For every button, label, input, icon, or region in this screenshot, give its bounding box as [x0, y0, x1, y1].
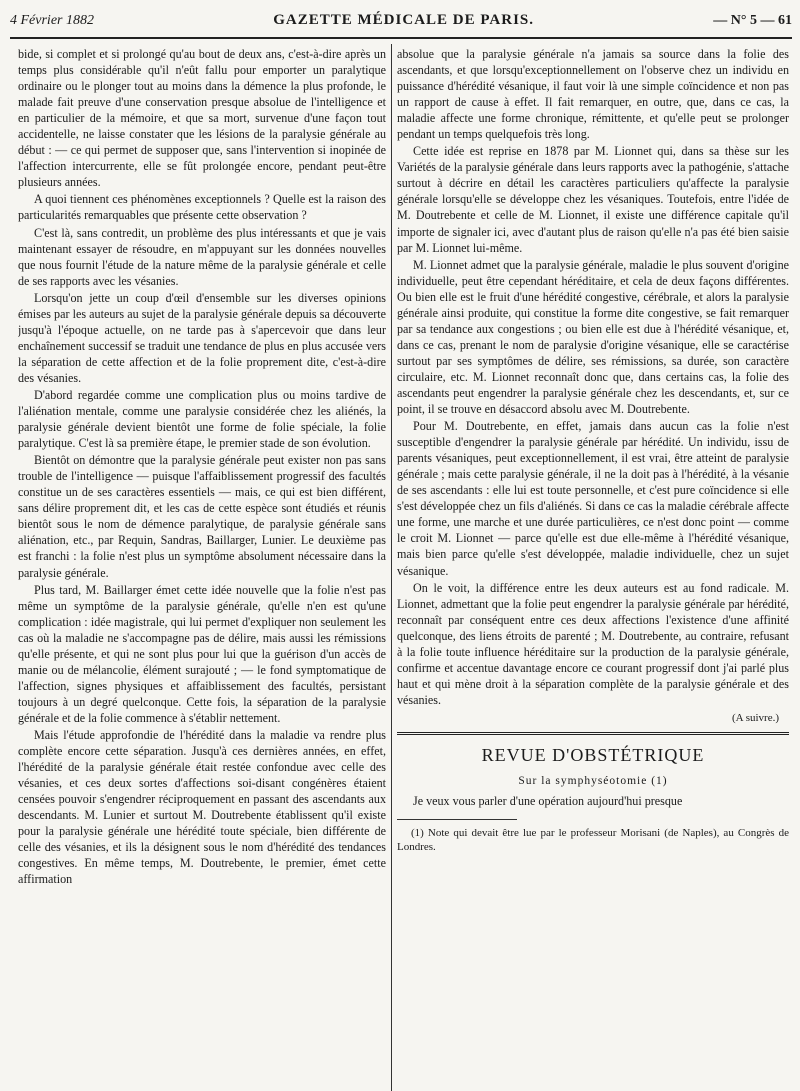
paragraph: Bientôt on démontre que la paralysie générale peut exister non pas sans trouble de l'intelligence — puisque l'affaiblissement progressif des facultés constitue un de ses caractères essentiels — mais, ce qui est bien différent, sans délire proprement dit, et les cas de cette espèce sont étudiés et réunis bientôt sous le nom de démence paralytique, de paralysie générale sans aliénation, etc., par Requin, Sandras, Baillarger, Lunier. Le deuxième pas est franchi : la folie n'est plus un symptôme absolument nécessaire dans la paralysie générale. — [18, 453, 386, 580]
paragraph: Lorsqu'on jette un coup d'œil d'ensemble sur les diverses opinions émises par les auteurs au sujet de la paralysie générale depuis sa découverte jusqu'à l'époque actuelle, on ne tarde pas à s'apercevoir que dans leur enchaînement successif se traduit une tendance de plus en plus accusée vers la séparation de cette affection et de la folie proprement dite, c'est-à-dire des vésanies. — [18, 290, 386, 385]
section-first-line: Je veux vous parler d'une opération aujourd'hui presque — [413, 794, 683, 809]
journal-title: GAZETTE MÉDICALE DE PARIS. — [273, 12, 535, 28]
to-be-continued: (A suivre.) — [731, 711, 779, 724]
paragraph: Pour M. Doutrebente, en effet, jamais dans aucun cas la folie n'est susceptible d'engendrer la paralysie générale par hérédité. Un individu, issu de parents vésaniques, peut exceptionnellement, il est vrai, être atteint de paralysie générale ; mais cette paralysie générale, il ne la doit pas à l'hérédité, à la vésanie de ses ascendants : elle lui est toute personnelle, et c'est pure coïncidence si elle s'est développée chez un fils d'aliénés. Si dans ce cas la maladie cérébrale affecte une forme, une marche et une durée particulières, ce n'est donc point — comme le croit M. Lionnet — parce qu'elle est due elle-même à l'hérédité vésanique, mais bien parce qu'elle s'est développée, maladie individuelle, chez un sujet vésanique. — [397, 419, 789, 578]
paragraph: A quoi tiennent ces phénomènes exceptionnels ? Quelle est la raison des particularités remarquables que présente cette observation ? — [18, 192, 386, 223]
paragraph: Cette idée est reprise en 1878 par M. Lionnet qui, dans sa thèse sur les Variétés de la paralysie générale dans leurs rapports avec la pathogénie, s'attache surtout à décrire en détail les caractères particuliers qu'affecte la paralysie générale lorsqu'elle se développe chez les vésaniques. Toutefois, entre l'idée de M. Doutrebente et celle de M. Lionnet, il existe une différence capitale qu'il importe de signaler ici, avec d'autant plus de raison qu'elle n'a pas été bien saisie par M. Lionnet lui-même. — [397, 144, 789, 255]
footnote: (1) Note qui devait être lue par le professeur Morisani (de Naples), au Congrès de Londres. — [397, 827, 789, 854]
page-header — [10, 12, 792, 39]
column-divider — [391, 44, 392, 1091]
issue-number: — N° 5 — 61 — [713, 13, 792, 28]
right-column — [397, 46, 789, 1087]
paragraph: bide, si complet et si prolongé qu'au bout de deux ans, c'est-à-dire après un temps plus considérable qu'il n'eût fallu pour emporter un paralytique ordinaire ou le plonger tout au moins dans la démence la plus profonde, le malade fait preuve d'une conservation presque absolue de l'intelligence et en particulier de la mémoire, et que sa mort, survenue d'une façon tout accidentelle, ne laisse constater que les lésions de la paralysie générale au début : — ce qui permet de supposer que, sans l'intervention si inopinée de l'affection intercurrente, elle se fût prolongée encore, pendant peut-être plusieurs années. — [18, 47, 386, 190]
paragraph: absolue que la paralysie générale n'a jamais sa source dans la folie des ascendants, et que lorsqu'exceptionnellement on l'observe chez un individu en puissance d'hérédité vésanique, il faut voir là une simple coïncidence et non pas un rapport de cause à effet. Il fait remarquer, en outre, que, dans ce cas, la maladie affecte une forme chronique, rémittente, et qu'elle peut se prolonger pendant un temps quelquefois très long. — [397, 47, 789, 142]
paragraph: D'abord regardée comme une complication plus ou moins tardive de l'aliénation mentale, comme une paralysie considérée chez les aliénés, la paralysie générale devient bientôt une forme de folie spéciale, la folie paralytique. C'est là sa première étape, le premier stade de son évolution. — [18, 387, 386, 451]
section-divider — [397, 732, 789, 735]
issue-date: 4 Février 1882 — [10, 13, 94, 28]
paragraph: M. Lionnet admet que la paralysie générale, maladie le plus souvent d'origine individuelle, peut être cependant héréditaire, et cela de deux façons différentes. Ou bien elle est le fruit d'une hérédité congestive, cérébrale, et alors la paralysie générale ainsi produite, qui constitue la forme dite congestive, se fait remarquer par sa tendance aux congestions ; ou bien elle est due à l'hérédité vésanique, et, dans ce cas, prenant le nom de paralysie d'origine vésanique, elle se caractérise surtout par ses symptômes de délire, ses rémissions, sa durée, son caractère circulaire, etc. M. Lionnet reconnaît donc que, dans certains cas, la folie des ascendants peut engendrer la paralysie générale chez les descendants, et, sur ce point, il se trouve en désaccord absolu avec M. Doutrebente. — [397, 257, 789, 417]
section-subtitle: Sur la symphyséotomie (1) — [518, 775, 668, 788]
footnote-rule — [397, 819, 517, 820]
left-column — [18, 46, 386, 1087]
paragraph: On le voit, la différence entre les deux auteurs est au fond radicale. M. Lionnet, admettant que la folie peut engendrer la paralysie générale par hérédité, reconnaît par conséquent entre ces deux affections l'existence d'une affinité quelconque, des liens étroits de parenté ; M. Doutrebente, au contraire, refusant à la folie toute influence héréditaire sur la production de la paralysie générale, confirme et accentue davantage encore ce courant progressif dont j'ai parlé plus haut et qui mène droit à la séparation complète de la paralysie générale et des vésanies. — [397, 580, 789, 707]
paragraph: C'est là, sans contredit, un problème des plus intéressants et que je vais maintenant essayer de résoudre, en m'appuyant sur les données nouvelles que nous fournit l'étude de la nature même de la paralysie générale et celle de ses rapports avec les vésanies. — [18, 225, 386, 288]
paragraph: Plus tard, M. Baillarger émet cette idée nouvelle que la folie n'est pas même un symptôme de la paralysie générale, qu'elle n'en est qu'une complication : idée magistrale, qui lui permet d'expliquer non seulement les cas où la maladie ne s'accompagne pas de délire, mais aussi les rémissions qu'elle présente, et qui ne sont plus pour lui que la guérison d'un accès de manie ou de mélancolie, élément surajouté ; — le fond symptomatique de l'affection, signes physiques et affaiblissement des facultés, persistant toujours à un degré quelconque. Cette fois, la séparation de la paralysie générale et de la folie commence à s'établir nettement. — [18, 582, 386, 725]
paragraph: Mais l'étude approfondie de l'hérédité dans la maladie va rendre plus complète encore cette séparation. Jusqu'à ces dernières années, en effet, l'hérédité de la paralysie générale était restée confondue avec celle des vésanies, et ces deux sortes d'affections soi-disant congénères étaient censées pouvoir s'engendrer réciproquement en passant des ascendants aux descendants. M. Lunier et surtout M. Doutrebente établissent qu'il existe pour la paralysie générale une hérédité toute spéciale, bien différente de celle des vésanies, et ils la désignent sous le nom d'hérédité des tendances congestives. En même temps, M. Doutrebente, le premier, émet cette affirmation — [18, 727, 386, 887]
section-title: REVUE D'OBSTÉTRIQUE — [481, 744, 705, 765]
